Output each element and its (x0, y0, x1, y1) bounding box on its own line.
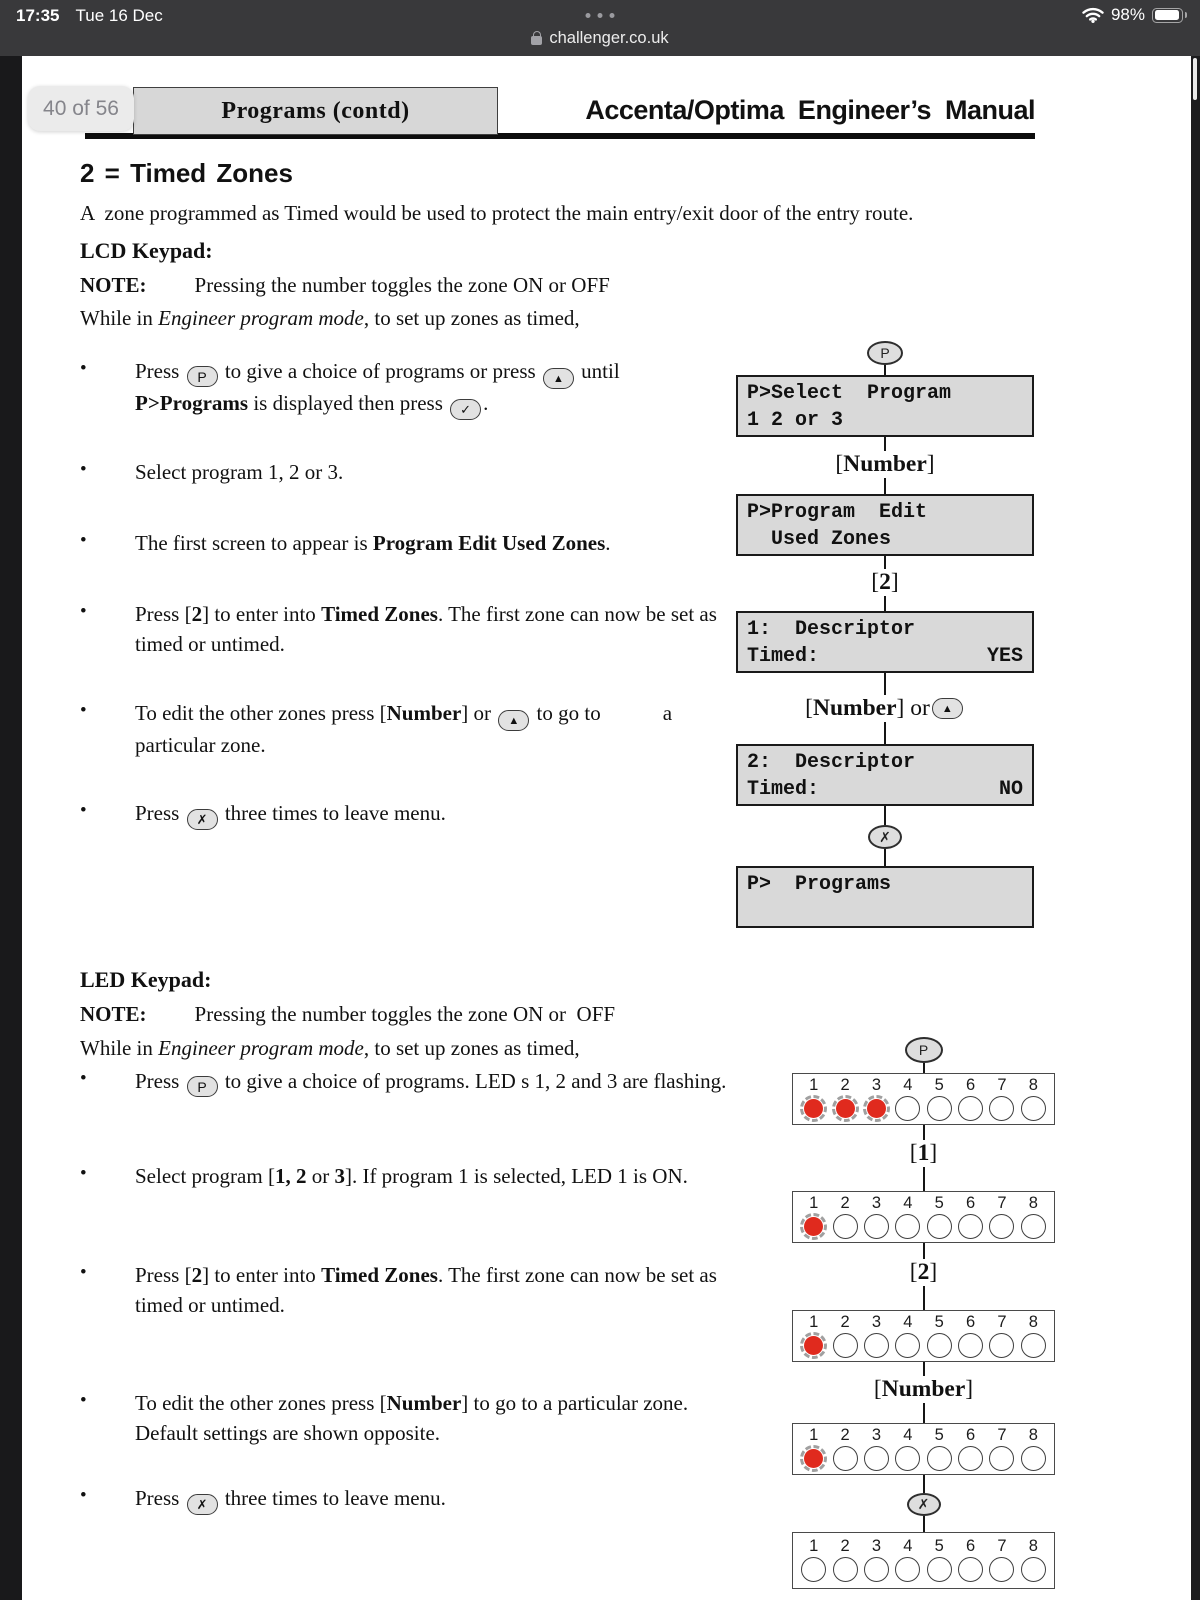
led-bullet-5: • Press ✗ three times to leave menu. (80, 1484, 747, 1515)
led-panel-5 (792, 1532, 1055, 1589)
x-key-icon: ✗ (868, 825, 902, 849)
led-7: 7 (986, 1076, 1017, 1124)
scrollbar-thumb[interactable] (1193, 58, 1197, 100)
led-2: 2 (829, 1194, 860, 1242)
led-2: 2 (829, 1313, 860, 1361)
led-2: 2 (829, 1426, 860, 1474)
lcd-keypad-title: LCD Keypad: (80, 238, 213, 263)
section-heading: 2 = Timed Zones (80, 158, 293, 188)
intro-paragraph: A zone programmed as Timed would be used to protect the main entry/exit door of the entry route. (80, 201, 914, 225)
up-key-icon: ▲ (543, 368, 574, 389)
p-key-icon: P (867, 341, 903, 365)
led-6: 6 (955, 1426, 986, 1474)
led-8: 8 (1018, 1426, 1049, 1474)
led-while-line: While in Engineer program mode, to set up zones as timed, (80, 1036, 580, 1060)
page-indicator: 40 of 56 (28, 86, 134, 131)
x-key-icon: ✗ (907, 1493, 941, 1516)
led-panel-2 (792, 1191, 1055, 1243)
led-panel-4 (792, 1423, 1055, 1475)
lcd-note-line: NOTE: Pressing the number toggles the zone ON or OFF (80, 273, 610, 297)
led-6: 6 (955, 1194, 986, 1242)
led-1: 1 (798, 1076, 829, 1124)
lcd-flow-diagram (736, 341, 1034, 928)
bullet-dot: • (80, 1485, 87, 1506)
led-4: 4 (892, 1426, 923, 1474)
lcd-bullet-4: • Press [2] to enter into Timed Zones. The first zone can now be set as timed or untimed. (80, 600, 720, 659)
led-5: 5 (924, 1537, 955, 1588)
lcd-screen-select-program: P>Select Program 1 2 or 3 (736, 375, 1034, 437)
lcd-bullet-5: • To edit the other zones press [Number] or ▲ to go to a particular zone. (80, 699, 720, 761)
led-5: 5 (924, 1313, 955, 1361)
led-panel-3 (792, 1310, 1055, 1362)
led-3: 3 (861, 1194, 892, 1242)
manual-title: Accenta/Optima Engineer’s Manual (585, 95, 1035, 125)
connector-label-number: [ Number ] (835, 451, 935, 477)
check-key-icon: ✓ (450, 399, 481, 420)
led-1: 1 (798, 1537, 829, 1588)
left-edge (0, 56, 22, 1600)
led-7: 7 (986, 1426, 1017, 1474)
bullet-dot: • (80, 459, 87, 480)
led-bullet-3: • Press [2] to enter into Timed Zones. The first zone can now be set as timed or untimed. (80, 1261, 720, 1320)
led-5: 5 (924, 1076, 955, 1124)
connector-label-number: [ Number ] (873, 1376, 974, 1402)
bullet-dot: • (80, 601, 87, 622)
bullet-dot: • (80, 800, 87, 821)
wifi-icon (1082, 7, 1104, 23)
led-5: 5 (924, 1194, 955, 1242)
led-4: 4 (892, 1194, 923, 1242)
led-3: 3 (861, 1076, 892, 1124)
led-6: 6 (955, 1313, 986, 1361)
battery-icon (1152, 8, 1187, 23)
led-6: 6 (955, 1537, 986, 1588)
up-key-icon: ▲ (498, 710, 529, 731)
led-2: 2 (829, 1537, 860, 1588)
led-4: 4 (892, 1537, 923, 1588)
led-4: 4 (892, 1313, 923, 1361)
led-flow-diagram (792, 1037, 1055, 1589)
led-8: 8 (1018, 1076, 1049, 1124)
led-bullet-4: • To edit the other zones press [Number] to go to a particular zone. Default settings are shown opposite. (80, 1389, 747, 1448)
lcd-bullet-6: • Press ✗ three times to leave menu. (80, 799, 720, 830)
up-key-icon: ▲ (932, 698, 963, 719)
battery-percent: 98% (1110, 5, 1145, 24)
led-7: 7 (986, 1313, 1017, 1361)
led-2: 2 (829, 1076, 860, 1124)
led-4: 4 (892, 1076, 923, 1124)
x-key-icon: ✗ (187, 1494, 218, 1515)
led-keypad-title: LED Keypad: (80, 967, 212, 992)
lcd-screen-zone2: 2: Descriptor Timed: NO (736, 744, 1034, 806)
lcd-bullet-3: • The first screen to appear is Program Edit Used Zones. (80, 529, 720, 559)
led-3: 3 (861, 1537, 892, 1588)
status-bar (0, 0, 1200, 56)
x-key-icon: ✗ (187, 809, 218, 830)
bullet-dot: • (80, 1390, 87, 1411)
led-5: 5 (924, 1426, 955, 1474)
url-bar[interactable] (0, 29, 1200, 48)
p-key-icon: P (187, 366, 218, 387)
lcd-bullet-1: • Press P to give a choice of programs or press ▲ until P>Programs is displayed then press ✓ . (80, 357, 720, 420)
led-1: 1 (798, 1426, 829, 1474)
lcd-bullet-2: • Select program 1, 2 or 3. (80, 458, 720, 488)
p-key-icon: P (905, 1037, 943, 1063)
lock-icon (531, 36, 542, 45)
bullet-dot: • (80, 358, 87, 379)
led-7: 7 (986, 1194, 1017, 1242)
multitasking-dots-icon[interactable] (586, 13, 615, 18)
connector-label-1: [ 1 ] (909, 1140, 938, 1166)
date: Tue 16 Dec (75, 6, 163, 25)
led-8: 8 (1018, 1194, 1049, 1242)
lcd-while-line: While in Engineer program mode, to set up zones as timed, (80, 306, 580, 330)
lcd-screen-zone1: 1: Descriptor Timed: YES (736, 611, 1034, 673)
connector-label-2: [ 2 ] (871, 569, 899, 595)
led-bullet-1: • Press P to give a choice of programs. LED s 1, 2 and 3 are flashing. (80, 1068, 727, 1095)
led-7: 7 (986, 1537, 1017, 1588)
led-1: 1 (798, 1313, 829, 1361)
url-domain: challenger.co.uk (549, 29, 669, 47)
connector-label-number-or-up: [ Number ] or ▲ (805, 695, 965, 722)
clock: 17:35 (16, 6, 60, 25)
bullet-dot: • (80, 700, 87, 721)
bullet-dot: • (80, 1262, 87, 1283)
lcd-screen-programs: P> Programs (736, 866, 1034, 928)
led-note-line: NOTE: Pressing the number toggles the zone ON or OFF (80, 1002, 616, 1026)
bullet-dot: • (80, 1068, 87, 1089)
section-tab: Programs (contd) (133, 87, 498, 135)
bullet-dot: • (80, 1163, 87, 1184)
connector-label-2: [ 2 ] (909, 1259, 938, 1285)
right-edge (1191, 56, 1200, 1600)
led-3: 3 (861, 1426, 892, 1474)
led-3: 3 (861, 1313, 892, 1361)
led-8: 8 (1018, 1313, 1049, 1361)
lcd-screen-program-edit: P>Program Edit Used Zones (736, 494, 1034, 556)
led-1: 1 (798, 1194, 829, 1242)
led-bullet-2: • Select program [1, 2 or 3]. If program 1 is selected, LED 1 is ON. (80, 1162, 747, 1192)
p-key-icon: P (187, 1076, 218, 1097)
led-8: 8 (1018, 1537, 1049, 1588)
bullet-dot: • (80, 530, 87, 551)
led-panel-1 (792, 1073, 1055, 1125)
led-6: 6 (955, 1076, 986, 1124)
